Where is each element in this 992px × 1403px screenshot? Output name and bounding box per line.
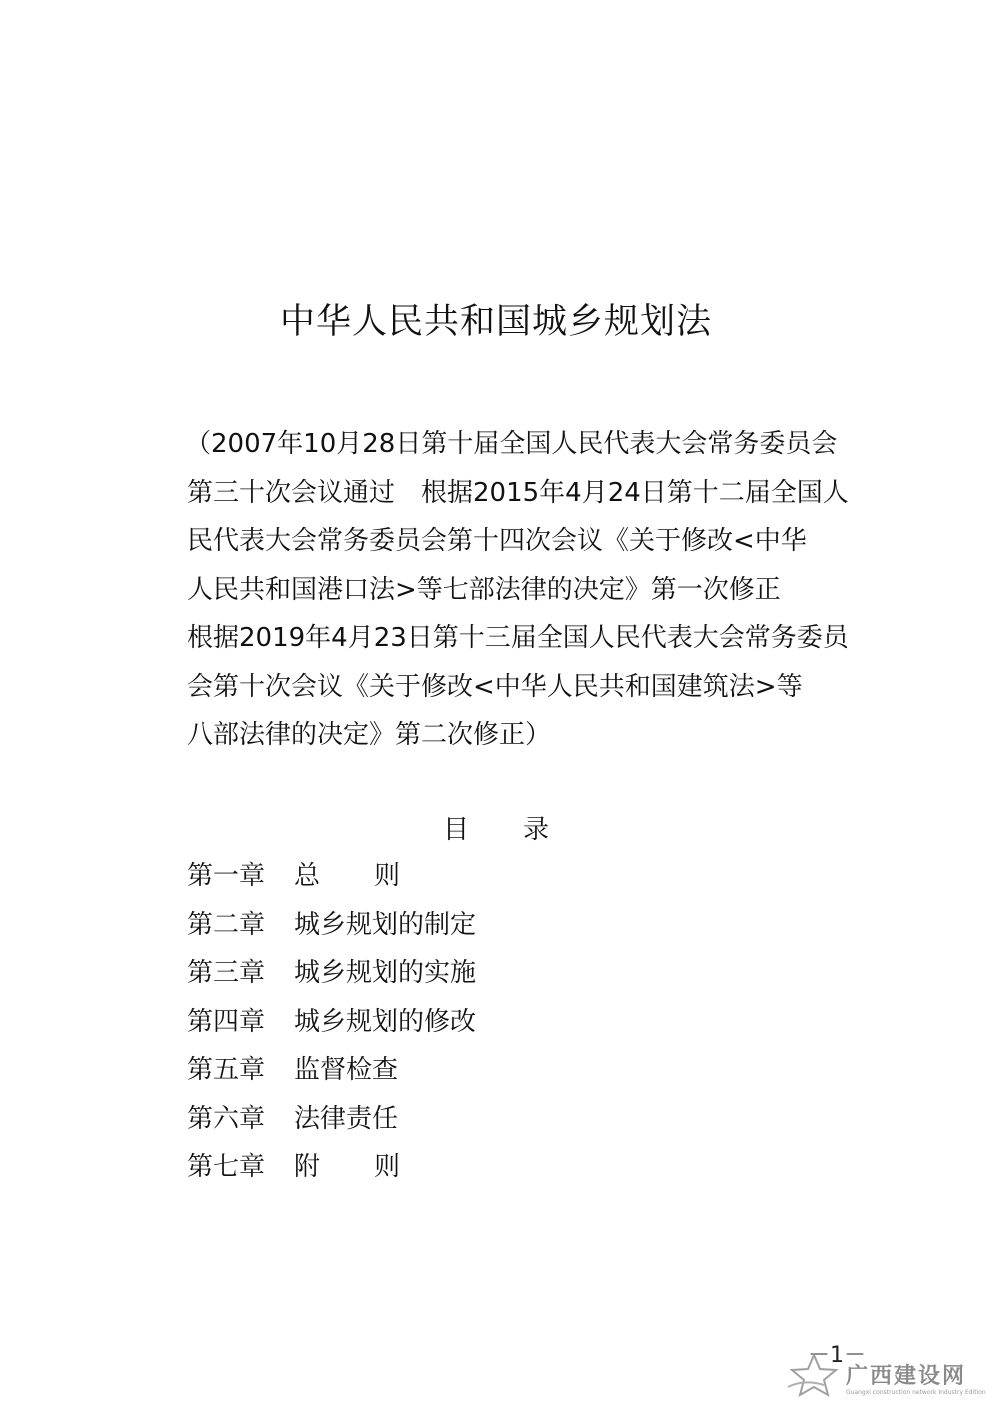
toc-entry [187, 901, 787, 950]
preamble-line: 八部法律的决定》第二次修正） [187, 720, 552, 750]
watermark-text: 广西建设网 [846, 1363, 967, 1389]
chapter-number: 第二章 [187, 909, 266, 940]
toc-entry [187, 1143, 787, 1192]
preamble-line: 第三十次会议通过 根据2015年4月24日第十二届全国人 [187, 477, 849, 508]
toc-entry [187, 949, 787, 998]
toc-entry [187, 1095, 787, 1144]
toc-entry [187, 998, 787, 1047]
chapter-name: 附则 [294, 1152, 455, 1182]
chapter-name: 城乡规划的实施 [294, 958, 477, 988]
chapter-number: 第六章 [187, 1103, 266, 1134]
chapter-name: 监督检查 [294, 1055, 399, 1085]
star-logo-icon [784, 1349, 844, 1401]
toc-heading-char: 录 [523, 815, 550, 845]
chapter-number: 第三章 [187, 958, 266, 988]
preamble-line: 民代表大会常务委员会第十四次会议《关于修改<中华 [187, 526, 807, 556]
chapter-number: 第四章 [187, 1006, 266, 1037]
chapter-name: 城乡规划的制定 [294, 909, 477, 940]
toc-entry [187, 852, 787, 901]
chapter-name: 城乡规划的修改 [294, 1006, 477, 1037]
chapter-number: 第五章 [187, 1055, 266, 1085]
chapter-number: 第一章 [187, 861, 266, 891]
chapter-name: 法律责任 [294, 1103, 399, 1134]
toc-heading-char: 目 [442, 815, 469, 845]
chapter-name: 总则 [294, 861, 455, 891]
preamble-line: 会第十次会议《关于修改<中华人民共和国建筑法>等 [187, 671, 803, 702]
preamble-line: 人民共和国港口法>等七部法律的决定》第一次修正 [187, 574, 781, 605]
preamble [187, 420, 847, 760]
watermark-subtitle: Guangxi construction network Industry Edition [846, 1389, 986, 1396]
preamble-line: 根据2019年4月23日第十三届全国人民代表大会常务委员 [187, 623, 849, 653]
document-title: 中华人民共和国城乡规划法 [279, 302, 712, 342]
toc-heading [0, 806, 992, 854]
toc-entry [187, 1046, 787, 1095]
watermark [784, 1349, 984, 1401]
table-of-contents [187, 852, 787, 1192]
page-footer [0, 1335, 992, 1403]
preamble-line: （2007年10月28日第十届全国人民代表大会常务委员会 [185, 429, 838, 459]
chapter-number: 第七章 [187, 1152, 266, 1182]
page-number: －1－ [808, 1343, 866, 1368]
